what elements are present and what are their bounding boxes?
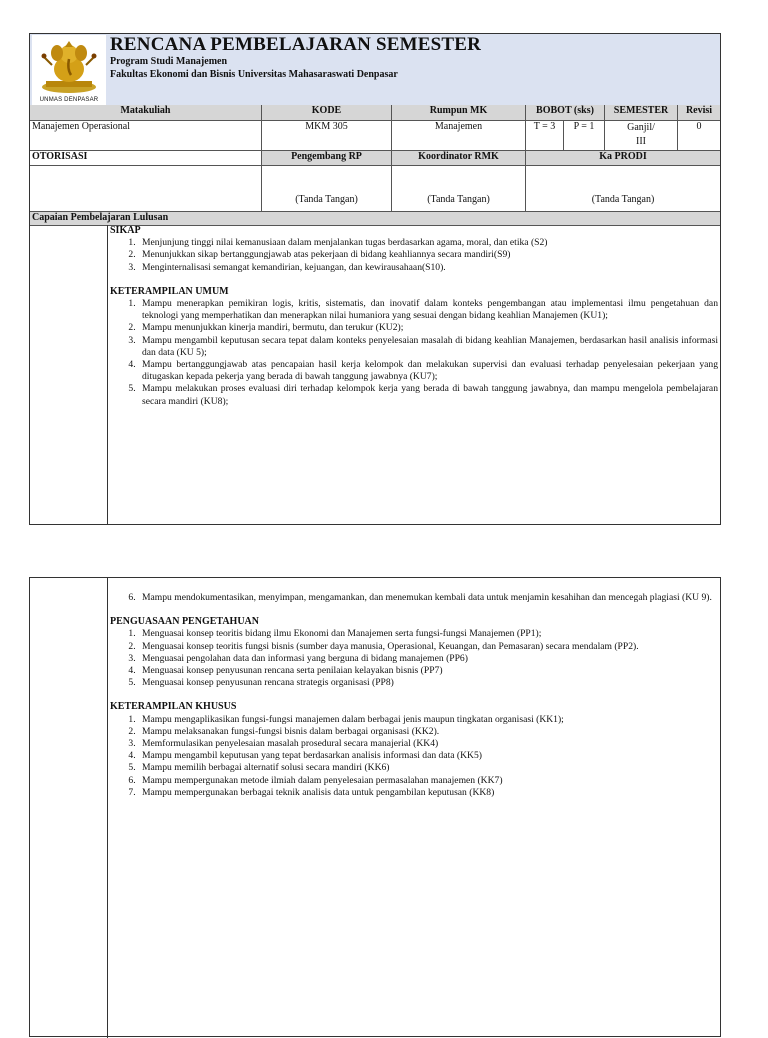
ganesha-logo-icon	[38, 37, 100, 95]
list-item: 7. Mampu mempergunakan berbagai teknik analisis data untuk pengambilan keputusan (KK8)	[138, 787, 718, 799]
course-values-row	[30, 120, 720, 151]
value-semester	[604, 121, 677, 151]
header-kaprodi: Ka PRODI	[525, 151, 720, 166]
list-item: 4. Menguasai konsep penyusunan rencana serta penilaian kelayakan bisnis (PP7)	[138, 665, 718, 677]
list-item: 3. Menguasai pengolahan data dan informasi yang berguna di bidang manajemen (PP6)	[138, 653, 718, 665]
value-bobot-p: P = 1	[563, 121, 604, 151]
list-item: 6. Mampu mendokumentasikan, menyimpan, mengamankan, dan menemukan kembali data untuk menjamin kesahihan dan mencegah plagiasi (KU 9).	[138, 592, 718, 604]
otorisasi-label: OTORISASI	[32, 151, 88, 162]
program-name: Program Studi Manajemen	[110, 56, 228, 67]
list-item: 1. Mampu menerapkan pemikiran logis, kritis, sistematis, dan inovatif dalam konteks pengembangan atau implementasi ilmu pengetahuan dan teknologi yang memperhatikan dan menerapkan nilai humaniora yang sesuai dengan bidang keahlian Manajemen (KU1);	[138, 298, 718, 322]
list-item: 1. Menjunjung tinggi nilai kemanusiaan dalam menjalankan tugas berdasarkan agama, moral, dan etika (S2)	[138, 237, 718, 249]
value-rumpun: Manajemen	[391, 121, 525, 151]
list-item: 2. Menunjukkan sikap bertanggungjawab atas pekerjaan di bidang keahliannya secara mandiri(S9)	[138, 249, 718, 261]
list-item: 5. Mampu melakukan proses evaluasi diri terhadap kelompok kerja yang berada di bawah tanggung jawabnya, dan mampu mengelola pembelajaran secara mandiri (KU8);	[138, 383, 718, 407]
sikap-list	[110, 237, 718, 274]
keterampilan-khusus-title: KETERAMPILAN KHUSUS	[110, 701, 237, 713]
penguasaan-list	[110, 628, 718, 689]
cpl-label: Capaian Pembelajaran Lulusan	[32, 212, 169, 223]
penguasaan-title: PENGUASAAN PENGETAHUAN	[110, 616, 259, 628]
value-kode: MKM 305	[261, 121, 391, 151]
value-bobot-t: T = 3	[525, 121, 563, 151]
left-column-divider	[107, 225, 108, 525]
header-rumpun: Rumpun MK	[391, 105, 525, 120]
document-header	[30, 34, 720, 106]
header-matakuliah: Matakuliah	[30, 105, 261, 120]
faculty-name: Fakultas Ekonomi dan Bisnis Universitas Mahasaraswati Denpasar	[110, 69, 398, 80]
header-koordinator: Koordinator RMK	[391, 151, 525, 166]
value-semester-line2: III	[636, 136, 646, 147]
list-item: 2. Mampu melaksanakan fungsi-fungsi bisnis dalam berbagai organisasi (KK2).	[138, 726, 718, 738]
list-item: 4. Mampu bertanggungjawab atas pencapaian hasil kerja kelompok dan melakukan supervisi dan evaluasi terhadap penyelesaian pekerjaan yang ditugaskan kepada pekerja yang berada di bawah tanggung jawabnya (KU7);	[138, 359, 718, 383]
signature-pengembang: (Tanda Tangan)	[261, 166, 391, 212]
left-column-divider-2	[107, 578, 108, 1038]
keterampilan-umum-list	[110, 298, 718, 408]
list-item: 3. Mampu mengambil keputusan secara tepat dalam konteks penyelesaian masalah di bidang keahlian Manajemen, berdasarkan hasil analisis informasi dan data (KU 5);	[138, 335, 718, 359]
logo-caption: UNMAS DENPASAR	[39, 97, 99, 103]
signature-row	[30, 165, 720, 212]
list-item: 5. Menguasai konsep penyusunan rencana strategis organisasi (PP8)	[138, 677, 718, 689]
list-item: 3. Menginternalisasi semangat kemandirian, kejuangan, dan kewirausahaan(S10).	[138, 262, 718, 274]
header-revisi: Revisi	[677, 105, 720, 120]
signature-spacer	[30, 166, 261, 212]
list-item: 2. Menguasai konsep teoritis fungsi bisnis (sumber daya manusia, Operasional, Keuangan, dan Pemasaran) secara mendalam (PP2).	[138, 641, 718, 653]
value-matakuliah: Manajemen Operasional	[32, 121, 131, 132]
header-semester: SEMESTER	[604, 105, 677, 120]
header-pengembang: Pengembang RP	[261, 151, 391, 166]
header-bobot: BOBOT (sks)	[525, 105, 604, 120]
cpl-content-page-1	[110, 225, 718, 408]
signature-kaprodi: (Tanda Tangan)	[525, 166, 720, 212]
document-title: RENCANA PEMBELAJARAN SEMESTER	[110, 34, 482, 55]
keterampilan-khusus-list	[110, 714, 718, 799]
signature-koordinator: (Tanda Tangan)	[391, 166, 525, 212]
keterampilan-umum-list-continued	[110, 592, 718, 604]
list-item: 1. Mampu mengaplikasikan fungsi-fungsi manajemen dalam berbagai jenis maupun tingkatan organisasi (KK1);	[138, 714, 718, 726]
list-item: 6. Mampu mempergunakan metode ilmiah dalam penyelesaian permasalahan manajemen (KK7)	[138, 775, 718, 787]
list-item: 4. Mampu mengambil keputusan yang tepat berdasarkan analisis informasi dan data (KK5)	[138, 750, 718, 762]
sikap-title: SIKAP	[110, 225, 141, 236]
value-revisi: 0	[677, 121, 720, 151]
list-item: 2. Mampu menunjukkan kinerja mandiri, bermutu, dan terukur (KU2);	[138, 322, 718, 334]
list-item: 3. Memformulasikan penyelesaian masalah prosedural secara manajerial (KK4)	[138, 738, 718, 750]
cpl-content-page-2	[110, 592, 718, 799]
document-page-2	[29, 577, 721, 1037]
value-semester-line1: Ganjil/	[627, 122, 655, 133]
keterampilan-umum-title: KETERAMPILAN UMUM	[110, 285, 229, 297]
otorisasi-header-row	[30, 150, 720, 166]
list-item: 5. Mampu memilih berbagai alternatif solusi secara mandiri (KK6)	[138, 762, 718, 774]
document-page-1	[29, 33, 721, 525]
cpl-label-row	[30, 211, 720, 226]
university-logo	[32, 35, 106, 105]
list-item: 1. Menguasai konsep teoritis bidang ilmu Ekonomi dan Manajemen serta fungsi-fungsi Manajemen (PP1);	[138, 628, 718, 640]
header-kode: KODE	[261, 105, 391, 120]
course-header-row	[30, 105, 720, 120]
